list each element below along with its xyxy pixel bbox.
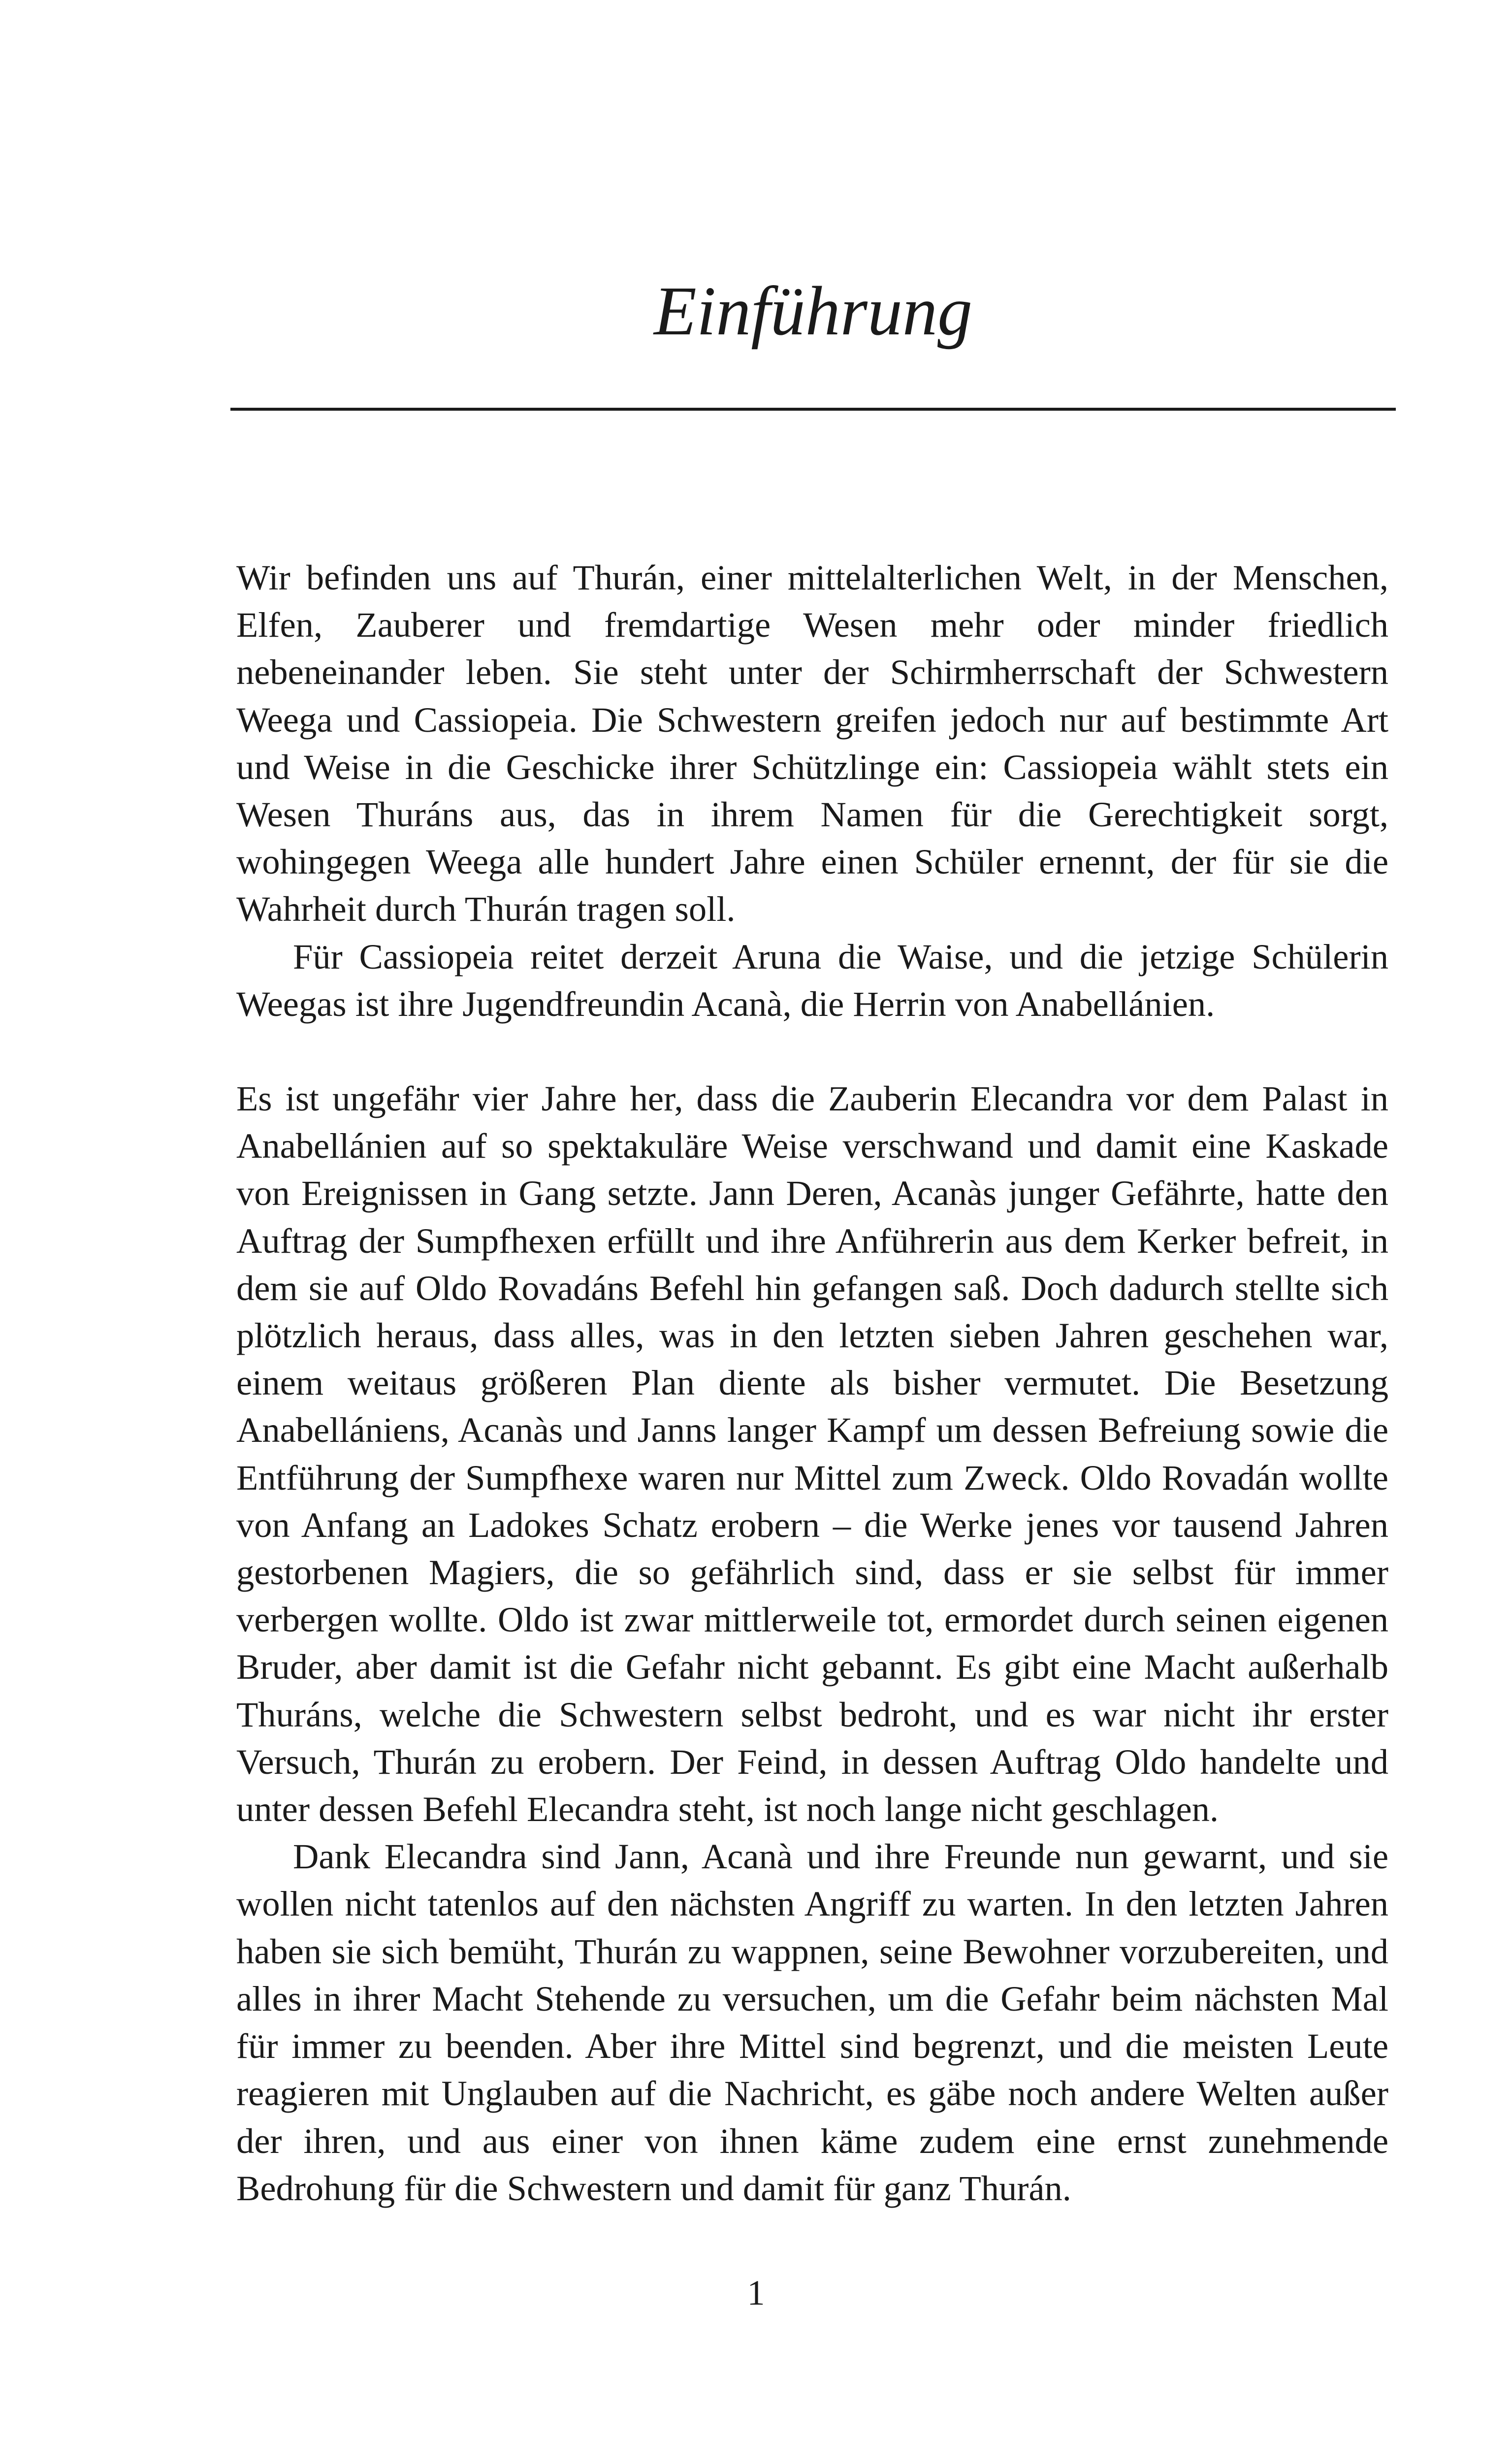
paragraph-intro: Wir befinden uns auf Thurán, einer mittelalterlichen Welt, in der Menschen, Elfen, Zauberer und fremdartige Wesen mehr oder minder friedlich nebeneinander leben. Sie steht unter der Schirmherrschaft der Schwestern Weega und Cassiopeia. Die Schwestern greifen jedoch nur auf bestimmte Art und Weise in die Geschicke ihrer Schützlinge ein: Cassiopeia wählt stets ein Wesen Thuráns aus, das in ihrem Namen für die Gerechtigkeit sorgt, wohingegen Weega alle hundert Jahre einen Schüler ernennt, der für sie die Wahrheit durch Thurán tragen soll. [236,557,1388,929]
chapter-title: Einführung [654,272,972,350]
paragraph-elecandra: Es ist ungefähr vier Jahre her, dass die Zauberin Elecandra vor dem Palast in Anabellánien auf so spektakuläre Weise verschwand und damit eine Kaskade von Ereignissen in Gang setzte. Jann Deren, Acanàs junger Gefährte, hatte den Auftrag der Sumpfhexen erfüllt und ihre Anführerin aus dem Kerker befreit, in dem sie auf Oldo Rovadáns Befehl hin gefangen saß. Doch dadurch stellte sich plötzlich heraus, dass alles, was in den letzten sieben Jahren geschehen war, einem weitaus größeren Plan diente als bisher vermutet. Die Besetzung Anabellániens, Acanàs und Janns langer Kampf um dessen Befreiung sowie die Entführung der Sumpfhexe waren nur Mittel zum Zweck. Oldo Rovadán wollte von Anfang an Ladokes Schatz erobern – die Werke jenes vor tausend Jahren gestorbenen Magiers, die so gefährlich sind, dass er sie selbst für immer verbergen wollte. Oldo ist zwar mittlerweile tot, ermordet durch seinen eigenen Bruder, aber damit ist die Gefahr nicht gebannt. Es gibt eine Macht außerhalb Thuráns, welche die Schwestern selbst bedroht, und es war nicht ihr erster Versuch, Thurán zu erobern. Der Feind, in dessen Auftrag Oldo handelte und unter dessen Befehl Elecandra steht, ist noch lange nicht geschlagen. [236,1078,1388,1829]
paragraph-warning: Dank Elecandra sind Jann, Acanà und ihre Freunde nun gewarnt, und sie wollen nicht tatenlos auf den nächsten Angriff zu warten. In den letzten Jahren haben sie sich bemüht, Thurán zu wappnen, seine Bewohner vorzubereiten, und alles in ihrer Macht Stehende zu versuchen, um die Gefahr beim nächsten Mal für immer zu beenden. Aber ihre Mittel sind begrenzt, und die meisten Leute reagieren mit Unglauben auf die Nachricht, es gäbe noch andere Welten außer der ihren, und aus einer von ihnen käme zudem eine ernst zunehmende Bedrohung für die Schwestern und damit für ganz Thurán. [236,1836,1388,2208]
paragraph-cassiopeia: Für Cassiopeia reitet derzeit Aruna die Waise, und die jetzige Schülerin Weegas ist ihre Jugendfreundin Acanà, die Herrin von Anabellánien. [236,936,1388,1024]
page-number: 1 [747,2273,765,2313]
title-rule [230,408,1396,411]
body-text [236,554,1388,2212]
